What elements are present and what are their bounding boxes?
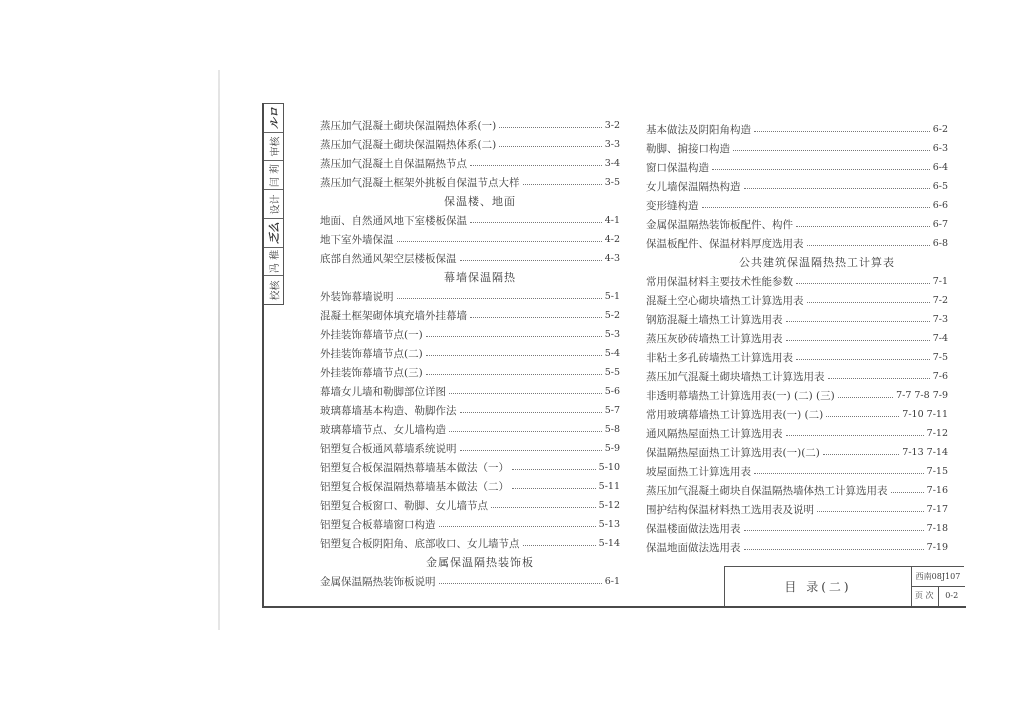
dot-leader: [460, 412, 602, 413]
approval-label-design: 设计: [270, 194, 281, 215]
toc-entry-page: 4-1: [604, 215, 620, 226]
toc-entry-title: 蒸压加气混凝土砌块保温隔热体系(一): [320, 120, 497, 132]
toc-entry-page: 6-5: [932, 181, 948, 192]
toc-entry-page: 5-4: [604, 348, 620, 359]
toc-entry-title: 铝塑复合板保温隔热幕墙基本做法（二）: [320, 481, 509, 493]
dot-leader: [828, 378, 930, 379]
toc-entry-page: 4-3: [604, 253, 620, 264]
toc-entry-title: 窗口保温构造: [646, 162, 709, 174]
toc-entry-page: 6-1: [604, 576, 620, 587]
toc-entry: [646, 215, 948, 234]
toc-entry-title: 变形缝构造: [646, 200, 699, 212]
toc-entry-page: 5-3: [604, 329, 620, 340]
dot-leader: [512, 469, 596, 470]
approval-cell: [264, 248, 283, 277]
toc-entry-page: 7-15: [926, 466, 948, 477]
toc-entry-title: 地下室外墙保温: [320, 234, 394, 246]
scan-edge-shadow: [218, 70, 220, 630]
dot-leader: [786, 321, 930, 322]
dot-leader: [796, 226, 930, 227]
dot-leader: [807, 302, 930, 303]
approval-cell: [264, 133, 283, 162]
toc-entry-title: 外挂装饰幕墙节点(一): [320, 329, 423, 341]
toc-entry: [320, 344, 620, 363]
toc-entry-title: 坡屋面热工计算选用表: [646, 466, 751, 478]
toc-entry-page: 6-3: [932, 143, 948, 154]
dot-leader: [786, 340, 930, 341]
toc-left-column: [320, 116, 620, 591]
dot-leader: [449, 431, 602, 432]
toc-entry-title: 保温楼面做法选用表: [646, 523, 741, 535]
toc-entry-page: 5-8: [604, 424, 620, 435]
dot-leader: [826, 416, 899, 417]
page-label: 页 次: [911, 586, 939, 606]
toc-entry-title: 基本做法及阴阳角构造: [646, 124, 751, 136]
toc-entry-page: 6-8: [932, 238, 948, 249]
sheet-title: 目 录(二): [725, 567, 912, 606]
dot-leader: [754, 473, 924, 474]
toc-entry: [320, 401, 620, 420]
toc-entry-page: 5-14: [598, 538, 620, 549]
toc-entry: [320, 458, 620, 477]
toc-entry: [646, 481, 948, 500]
toc-entry-title: 金属保温隔热装饰板说明: [320, 576, 436, 588]
signature-mark: 乏么: [267, 221, 281, 244]
toc-entry-title: 蒸压加气混凝土自保温隔热节点: [320, 158, 467, 170]
toc-entry: [646, 329, 948, 348]
toc-entry: [646, 443, 948, 462]
toc-entry: [320, 496, 620, 515]
toc-entry: [320, 363, 620, 382]
dot-leader: [499, 127, 601, 128]
page-value: 0-2: [945, 591, 959, 600]
dot-leader: [754, 131, 930, 132]
approval-cell: [264, 276, 283, 304]
toc-entry-page: 7-3: [932, 314, 948, 325]
toc-entry: [646, 462, 948, 481]
toc-entry: [646, 424, 948, 443]
toc-entry-title: 底部自然通风架空层楼板保温: [320, 253, 457, 265]
toc-entry: [646, 500, 948, 519]
toc-entry-page: 7-2: [932, 295, 948, 306]
dot-leader: [744, 188, 930, 189]
toc-entry-page: 6-2: [932, 124, 948, 135]
toc-entry-page: 3-3: [604, 139, 620, 150]
toc-entry-page: 5-10: [598, 462, 620, 473]
toc-entry-page: 7-5: [932, 352, 948, 363]
toc-entry-title: 铝塑复合板幕墙窗口构造: [320, 519, 436, 531]
toc-entry-title: 金属保温隔热装饰板配件、构件: [646, 219, 793, 231]
toc-entry-title: 勒脚、掮接口构造: [646, 143, 730, 155]
toc-entry-title: 蒸压加气混凝土框架外挑板自保温节点大样: [320, 177, 520, 189]
dot-leader: [439, 526, 596, 527]
approval-label-review: 审核: [270, 136, 281, 157]
toc-entry: [320, 572, 620, 591]
toc-entry-page: 5-13: [598, 519, 620, 530]
toc-entry-page: 7-10 7-11: [902, 409, 948, 420]
toc-entry-title: 非透明幕墙热工计算选用表(一) (二) (三): [646, 390, 835, 402]
toc-entry-page: 7-13 7-14: [902, 447, 948, 458]
toc-section-heading: 保温楼、地面: [444, 195, 516, 208]
toc-section-heading: 金属保温隔热装饰板: [426, 556, 534, 569]
approval-cell-signature-2: [264, 219, 283, 248]
dot-leader: [439, 583, 602, 584]
toc-entry: [320, 173, 620, 192]
toc-entry-title: 混凝土空心砌块墙热工计算选用表: [646, 295, 804, 307]
approval-cell: [264, 190, 283, 219]
toc-entry-title: 非粘土多孔砖墙热工计算选用表: [646, 352, 793, 364]
dot-leader: [512, 488, 596, 489]
toc-entry-title: 幕墙女儿墙和勒脚部位详图: [320, 386, 446, 398]
approval-cell-signature-1: [264, 104, 283, 133]
toc-section-heading: 公共建筑保温隔热热工计算表: [739, 256, 895, 269]
dot-leader: [426, 374, 602, 375]
dot-leader: [470, 317, 602, 318]
dot-leader: [397, 298, 602, 299]
toc-entry-title: 铝塑复合板通风幕墙系统说明: [320, 443, 457, 455]
page-number-cell: [911, 586, 965, 606]
toc-entry: [320, 154, 620, 173]
dot-leader: [786, 435, 924, 436]
dot-leader: [449, 393, 602, 394]
toc-entry-title: 外装饰幕墙说明: [320, 291, 394, 303]
toc-entry: [646, 177, 948, 196]
toc-entry-title: 铝塑复合板阴阳角、底部收口、女儿墙节点: [320, 538, 520, 550]
toc-entry-title: 混凝土框架砌体填充墙外挂幕墙: [320, 310, 467, 322]
toc-entry: [320, 515, 620, 534]
toc-entry: [646, 272, 948, 291]
toc-entry-page: 7-17: [926, 504, 948, 515]
toc-entry-title: 围护结构保温材料热工选用表及说明: [646, 504, 814, 516]
toc-entry-title: 外挂装饰幕墙节点(三): [320, 367, 423, 379]
dot-leader: [817, 511, 924, 512]
dot-leader: [523, 184, 602, 185]
toc-entry-page: 7-6: [932, 371, 948, 382]
toc-entry-title: 通风隔热屋面热工计算选用表: [646, 428, 783, 440]
signature-mark: ルロ: [267, 106, 281, 129]
dot-leader: [460, 260, 602, 261]
toc-entry-title: 蒸压加气混凝土砌块保温隔热体系(二): [320, 139, 497, 151]
toc-entry: [320, 325, 620, 344]
toc-entry-page: 7-12: [926, 428, 948, 439]
toc-entry: [646, 348, 948, 367]
toc-entry: [646, 310, 948, 329]
dot-leader: [426, 355, 602, 356]
dot-leader: [807, 245, 930, 246]
toc-entry: [320, 420, 620, 439]
approval-label-check: 校核: [270, 280, 281, 301]
dot-leader: [838, 397, 893, 398]
toc-entry-title: 玻璃幕墙节点、女儿墙构造: [320, 424, 446, 436]
atlas-code: 西南08J107: [911, 567, 965, 587]
toc-entry: [320, 230, 620, 249]
toc-entry-title: 铝塑复合板窗口、勒脚、女儿墙节点: [320, 500, 488, 512]
dot-leader: [702, 207, 930, 208]
toc-entry-page: 6-4: [932, 162, 948, 173]
dot-leader: [744, 549, 924, 550]
toc-entry-page: 5-7: [604, 405, 620, 416]
toc-entry-page: 5-2: [604, 310, 620, 321]
toc-entry: [320, 534, 620, 553]
approval-strip: [264, 103, 284, 305]
toc-entry-page: 7-19: [926, 542, 948, 553]
toc-entry-title: 地面、自然通风地下室楼板保温: [320, 215, 467, 227]
toc-entry: [646, 386, 948, 405]
dot-leader: [796, 283, 930, 284]
toc-entry-page: 5-1: [604, 291, 620, 302]
dot-leader: [891, 492, 924, 493]
toc-entry-title: 女儿墙保温隔热构造: [646, 181, 741, 193]
toc-entry-page: 5-11: [598, 481, 620, 492]
toc-entry-page: 7-4: [932, 333, 948, 344]
toc-entry: [646, 291, 948, 310]
toc-entry: [320, 382, 620, 401]
toc-entry: [320, 249, 620, 268]
dot-leader: [470, 165, 602, 166]
dot-leader: [460, 450, 602, 451]
toc-entry: [646, 405, 948, 424]
toc-entry-page: 3-2: [604, 120, 620, 131]
dot-leader: [796, 359, 930, 360]
toc-entry: [646, 538, 948, 557]
toc-entry-page: 5-9: [604, 443, 620, 454]
toc-entry: [320, 116, 620, 135]
toc-entry: [320, 477, 620, 496]
toc-entry-title: 蒸压加气混凝土砌块自保温隔热墙体热工计算选用表: [646, 485, 888, 497]
toc-entry-page: 5-5: [604, 367, 620, 378]
toc-entry: [646, 519, 948, 538]
dot-leader: [523, 545, 596, 546]
dot-leader: [491, 507, 596, 508]
dot-leader: [499, 146, 601, 147]
approval-cell: [264, 161, 283, 190]
toc-entry-page: 5-12: [598, 500, 620, 511]
toc-entry-page: 4-2: [604, 234, 620, 245]
toc-entry-title: 蒸压加气混凝土砌块墙热工计算选用表: [646, 371, 825, 383]
toc-entry-page: 6-6: [932, 200, 948, 211]
toc-entry: [320, 135, 620, 154]
dot-leader: [733, 150, 930, 151]
dot-leader: [712, 169, 930, 170]
toc-entry: [646, 196, 948, 215]
toc-entry: [646, 234, 948, 253]
dot-leader: [823, 454, 899, 455]
toc-entry-title: 玻璃幕墙基本构造、勒脚作法: [320, 405, 457, 417]
toc-entry-title: 外挂装饰幕墙节点(二): [320, 348, 423, 360]
toc-entry-title: 钢筋混凝土墙热工计算选用表: [646, 314, 783, 326]
dot-leader: [744, 530, 924, 531]
toc-right-column: [646, 120, 948, 557]
toc-entry-page: 5-6: [604, 386, 620, 397]
toc-entry: [320, 306, 620, 325]
toc-entry: [646, 139, 948, 158]
toc-entry: [320, 439, 620, 458]
toc-entry-page: 3-5: [604, 177, 620, 188]
toc-entry: [646, 158, 948, 177]
dot-leader: [397, 241, 602, 242]
toc-entry-page: 7-7 7-8 7-9: [896, 390, 948, 401]
toc-entry-page: 3-4: [604, 158, 620, 169]
toc-entry-page: 7-16: [926, 485, 948, 496]
toc-entry-title: 保温板配件、保温材料厚度选用表: [646, 238, 804, 250]
dot-leader: [426, 336, 602, 337]
toc-entry-page: 7-18: [926, 523, 948, 534]
dot-leader: [470, 222, 602, 223]
toc-entry-title: 蒸压灰砂砖墙热工计算选用表: [646, 333, 783, 345]
toc-entry: [646, 120, 948, 139]
toc-entry-title: 保温地面做法选用表: [646, 542, 741, 554]
toc-entry-title: 常用保温材料主要技术性能参数: [646, 276, 793, 288]
toc-entry-page: 7-1: [932, 276, 948, 287]
toc-section-heading: 幕墙保温隔热: [444, 271, 516, 284]
approval-name-designer: 闫 莉: [270, 163, 281, 187]
toc-entry: [320, 211, 620, 230]
approval-name-checker: 冯 稚: [270, 249, 281, 274]
toc-entry: [320, 287, 620, 306]
toc-entry-page: 6-7: [932, 219, 948, 230]
title-block: [724, 566, 964, 606]
toc-entry-title: 保温隔热屋面热工计算选用表(一)(二): [646, 447, 820, 459]
toc-entry-title: 常用玻璃幕墙热工计算选用表(一) (二): [646, 409, 824, 421]
toc-entry: [646, 367, 948, 386]
toc-entry-title: 铝塑复合板保温隔热幕墙基本做法（一）: [320, 462, 509, 474]
